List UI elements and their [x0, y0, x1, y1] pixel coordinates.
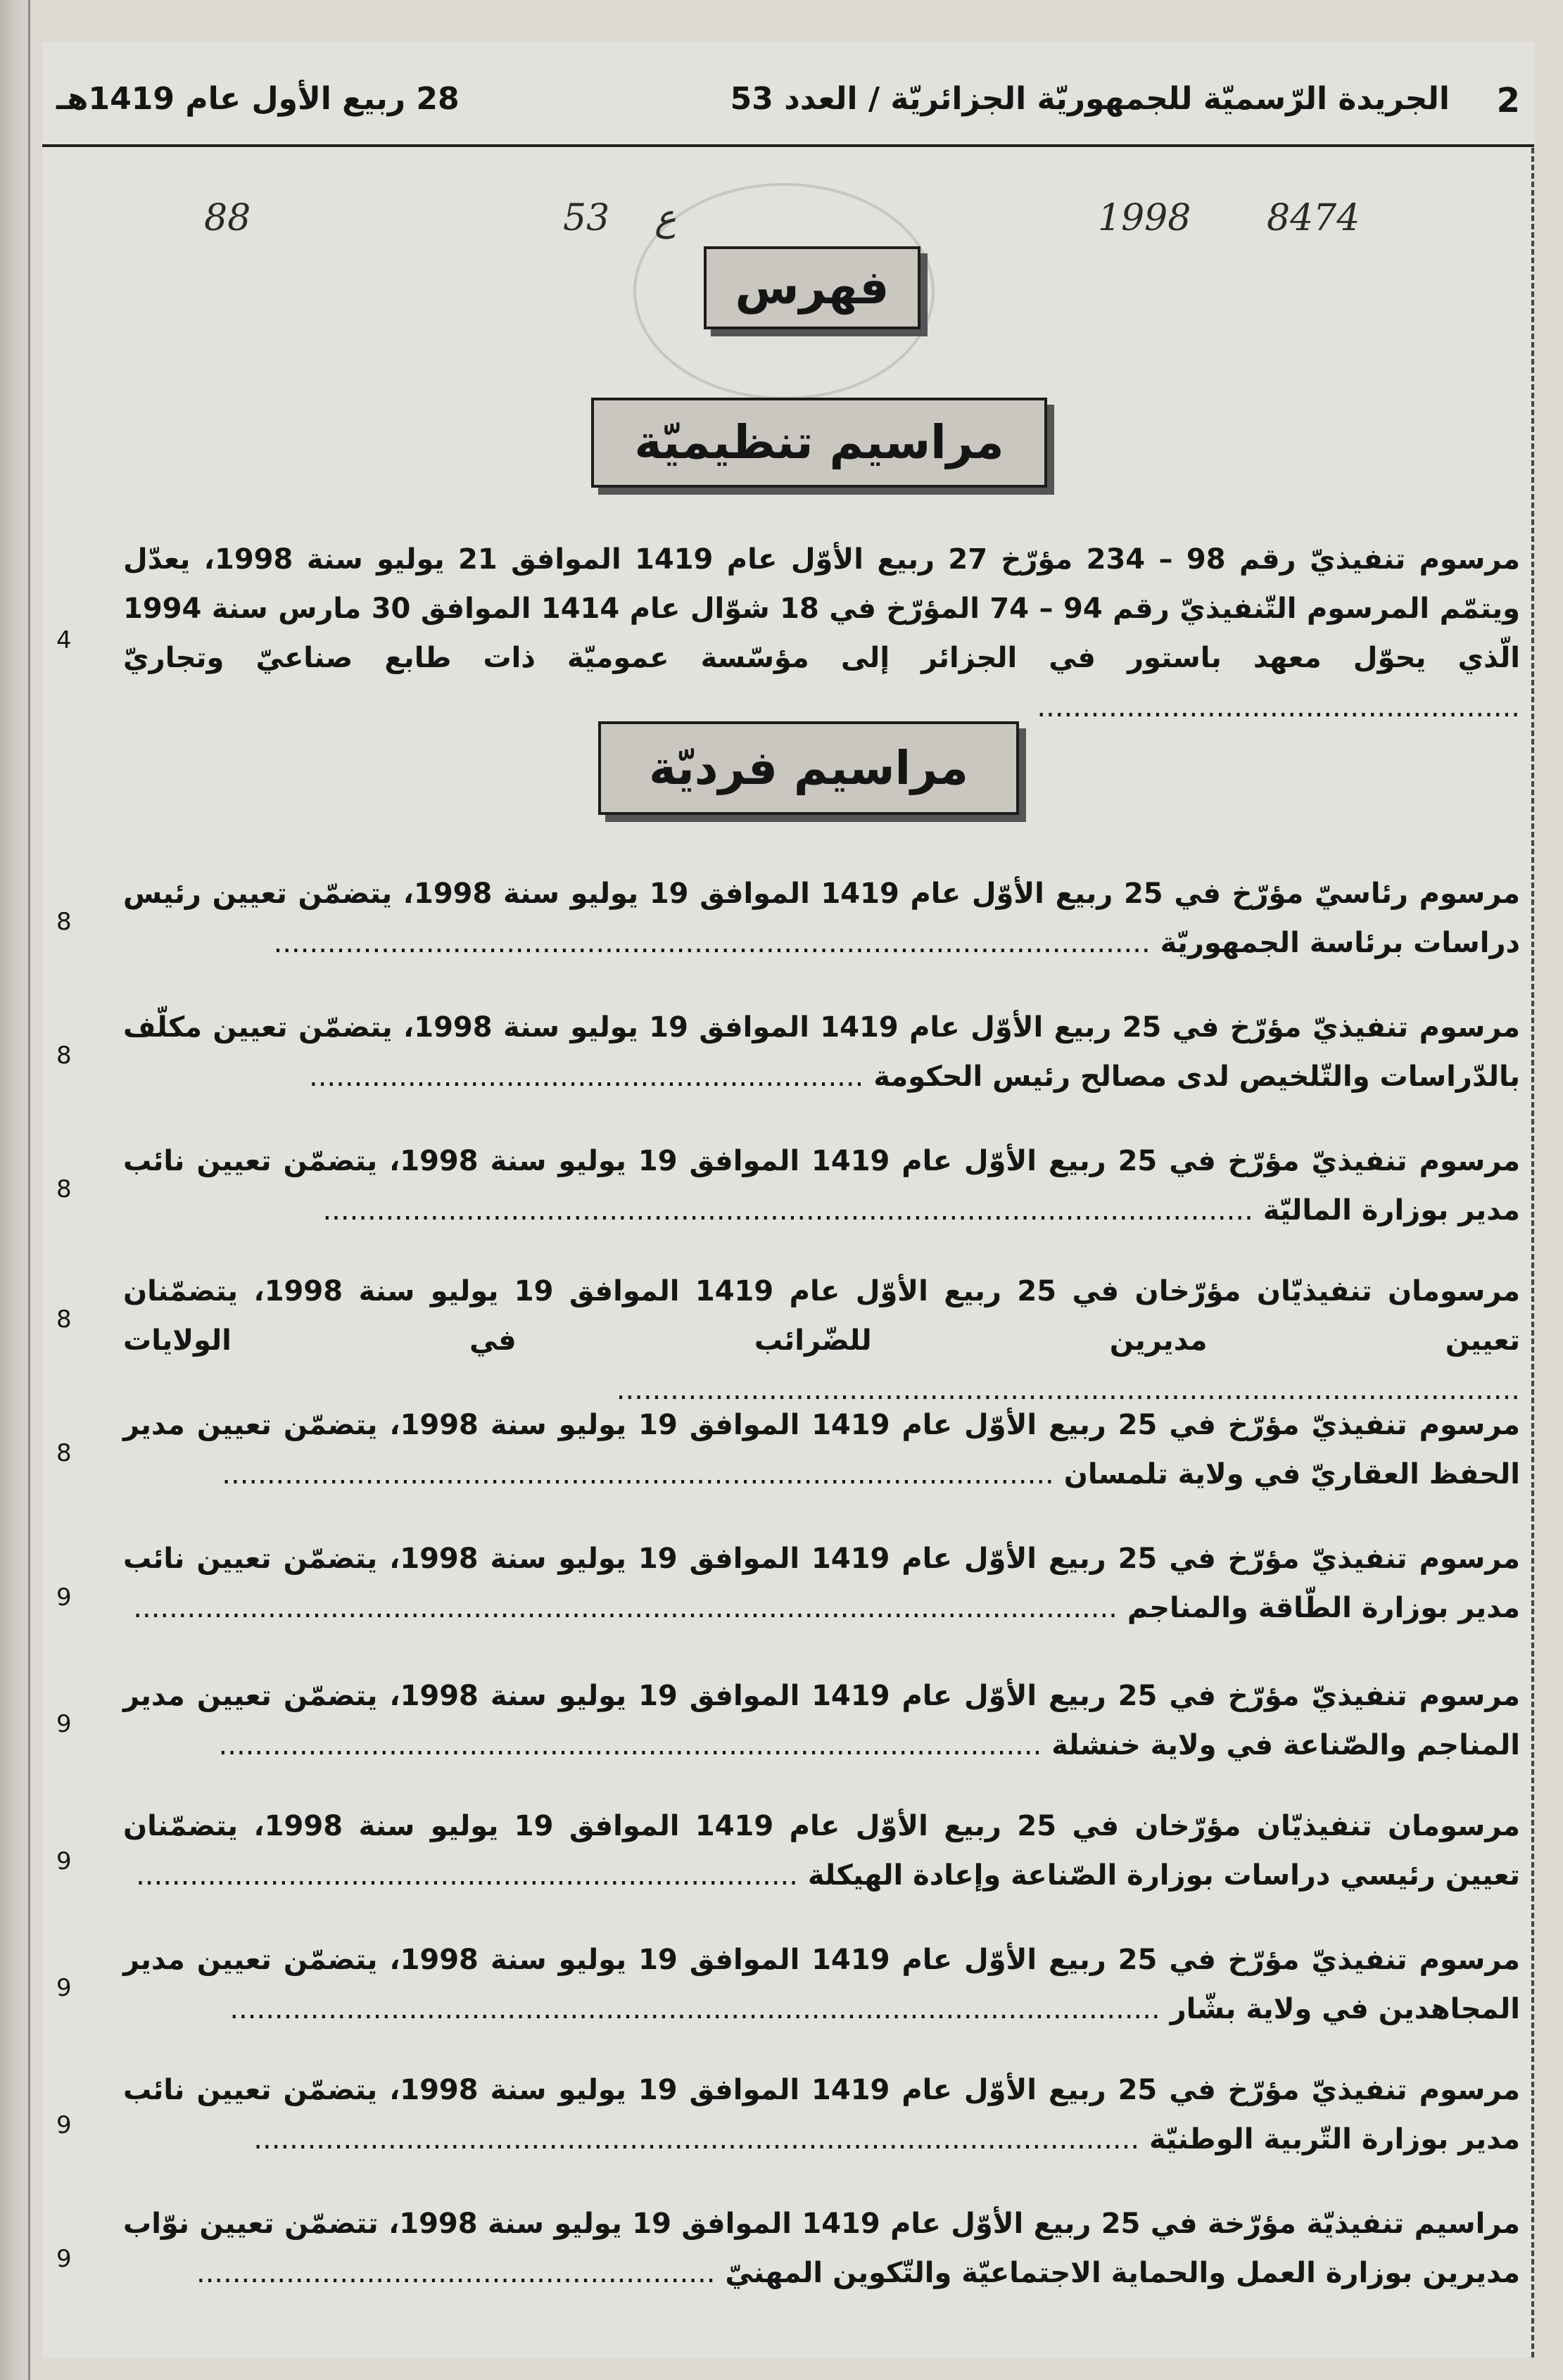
entry-text: مرسوم تنفيذيّ مؤرّخ في 25 ربيع الأوّل عام 1419 الموافق 19 يوليو سنة 1998، يتضمّن تعيين نائب مدير بوزارة الطّاقة والمناجم [123, 1543, 1520, 1624]
index-title: فهرس [704, 246, 920, 329]
entry-text: مرسوم تنفيذيّ مؤرّخ في 25 ربيع الأوّل عام 1419 الموافق 19 يوليو سنة 1998، يتضمّن تعيين مدير الحفظ العقاريّ في ولاية تلمسان [123, 1409, 1520, 1490]
entry-page-number: 9 [56, 2245, 72, 2273]
handwritten-note: 53 [563, 197, 610, 239]
document-page [42, 42, 1534, 2357]
handwritten-note: 8474 [1267, 197, 1360, 239]
entry-page-number: 9 [56, 1847, 72, 1875]
handwritten-note: ع [654, 197, 677, 239]
leader-dots: ............................................................................................ [218, 1729, 1042, 1761]
dashed-frame-line [1531, 148, 1534, 2357]
entry-text: مراسيم تنفيذيّة مؤرّخة في 25 ربيع الأوّل عام 1419 الموافق 19 يوليو سنة 1998، تتضمّن تعيين نوّاب مديرين بوزارة العمل والحماية الاجتماعيّة والتّكوين المهنيّ [123, 2208, 1520, 2289]
entry-page-number: 8 [56, 1175, 72, 1203]
leader-dots: ........................................................................................................ [322, 1194, 1253, 1227]
entry-text: مرسوم تنفيذيّ رقم 98 – 234 مؤرّخ 27 ربيع الأوّل عام 1419 الموافق 21 يوليو سنة 1998، يعدّل ويتمّم المرسوم التّنفيذيّ رقم 94 – 74 المؤرّخ في 18 شوّال عام 1414 الموافق 30 مارس سنة 1994 الّذي يحوّل معهد باستور في الجزائر إلى مؤسّسة عموميّة ذات طابع صناعيّ وتجاريّ [123, 543, 1520, 674]
header-date: 28 ربيع الأول عام 1419هـ [56, 81, 460, 117]
entry-text: مرسوم تنفيذيّ مؤرّخ في 25 ربيع الأوّل عام 1419 الموافق 19 يوليو سنة 1998، يتضمّن تعيين مدير المناجم والصّناعة في ولاية خنشلة [123, 1680, 1520, 1761]
header-journal-title: الجريدة الرّسميّة للجمهوريّة الجزائريّة / العدد 53 [730, 81, 1450, 117]
entry-page-number: 8 [56, 1042, 72, 1070]
entry-text: مرسوم رئاسيّ مؤرّخ في 25 ربيع الأوّل عام 1419 الموافق 19 يوليو سنة 1998، يتضمّن تعيين رئيس دراسات برئاسة الجمهوريّة [123, 878, 1520, 959]
header-page-number: 2 [1496, 81, 1520, 120]
entry-text: مرسوم تنفيذيّ مؤرّخ في 25 ربيع الأوّل عام 1419 الموافق 19 يوليو سنة 1998، يتضمّن تعيين مدير المجاهدين في ولاية بشّار [123, 1944, 1520, 2025]
handwritten-notes [42, 169, 1534, 246]
leader-dots: ...................................................... [1037, 691, 1520, 723]
section-title-individual-decrees: مراسيم فرديّة [598, 721, 1019, 815]
entry-text: مرسومان تنفيذيّان مؤرّخان في 25 ربيع الأوّل عام 1419 الموافق 19 يوليو سنة 1998، يتضمّنان تعيين رئيسي دراسات بوزارة الصّناعة وإعادة الهيكلة [123, 1810, 1521, 1892]
entry-page-number: 8 [56, 908, 72, 936]
leader-dots: .................................................................................................. [273, 927, 1151, 959]
leader-dots: ............................................................................................. [222, 1458, 1054, 1490]
handwritten-note: 1998 [1098, 197, 1191, 239]
entry-text: مرسومان تنفيذيّان مؤرّخان في 25 ربيع الأوّل عام 1419 الموافق 19 يوليو سنة 1998، يتضمّنان تعيين مديرين للضّرائب في الولايات [123, 1275, 1521, 1357]
entry-text: مرسوم تنفيذيّ مؤرّخ في 25 ربيع الأوّل عام 1419 الموافق 19 يوليو سنة 1998، يتضمّن تعيين نائب مدير بوزارة الماليّة [123, 1145, 1520, 1227]
leader-dots: .............................................................. [309, 1061, 864, 1093]
entry-text: مرسوم تنفيذيّ مؤرّخ في 25 ربيع الأوّل عام 1419 الموافق 19 يوليو سنة 1998، يتضمّن تعيين مكلّف بالدّراسات والتّلخيص لدى مصالح رئيس الحكومة [123, 1011, 1520, 1093]
entry-page-number: 4 [56, 626, 72, 654]
entry-text: مرسوم تنفيذيّ مؤرّخ في 25 ربيع الأوّل عام 1419 الموافق 19 يوليو سنة 1998، يتضمّن تعيين نائب مدير بوزارة التّربية الوطنيّة [123, 2074, 1520, 2156]
leader-dots: .............................................................................................................. [133, 1592, 1118, 1624]
leader-dots: ..................................................................................................... [616, 1374, 1520, 1406]
page-header [42, 60, 1534, 147]
handwritten-note: 88 [204, 197, 251, 239]
binding-edge [0, 0, 30, 2380]
entry-page-number: 9 [56, 1583, 72, 1612]
entry-page-number: 9 [56, 1974, 72, 2002]
entry-page-number: 8 [56, 1305, 72, 1334]
leader-dots: ................................................................................................... [253, 2123, 1140, 2156]
leader-dots: .......................................................... [196, 2257, 716, 2289]
entry-page-number: 9 [56, 2111, 72, 2139]
leader-dots: .......................................................................... [136, 1859, 798, 1892]
leader-dots: ........................................................................................................ [229, 1993, 1160, 2025]
entry-page-number: 8 [56, 1439, 72, 1467]
entry-page-number: 9 [56, 1710, 72, 1738]
section-title-regulatory-decrees: مراسيم تنظيميّة [591, 398, 1047, 488]
